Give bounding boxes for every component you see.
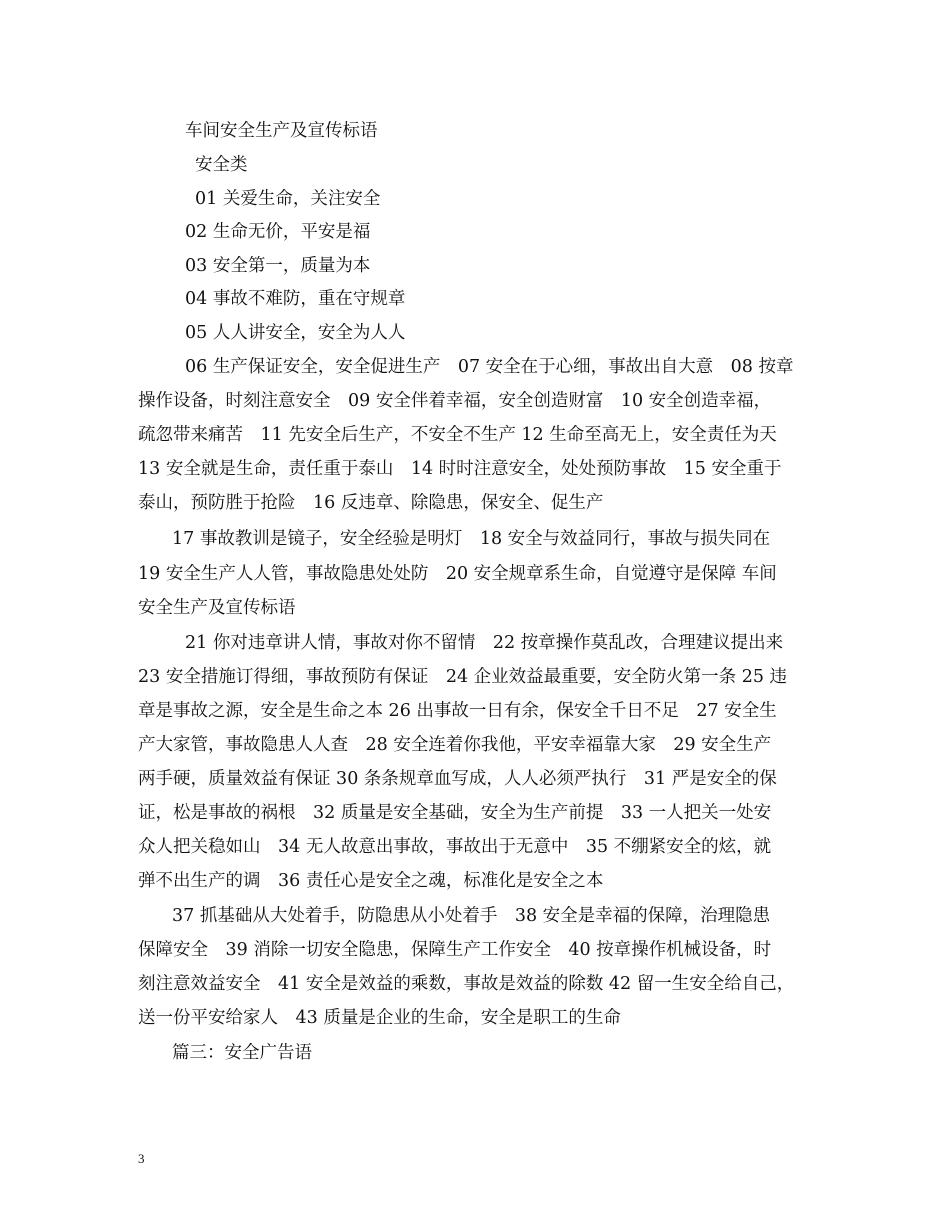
- text-line: 证，松是事故的祸根 32 质量是安全基础，安全为生产前提 33 一人把关一处安: [138, 803, 772, 823]
- text-line: 章是事故之源，安全是生命之本 26 出事故一日有余，保安全千日不足 27 安全生: [138, 701, 777, 721]
- text-line: 19 安全生产人人管，事故隐患处处防 20 安全规章系生命，自觉遵守是保障 车间: [138, 564, 777, 584]
- text-line: 04 事故不难防，重在守规章: [185, 289, 406, 309]
- text-line: 17 事故教训是镜子，安全经验是明灯 18 安全与效益同行，事故与损失同在: [172, 529, 771, 549]
- text-line: 13 安全就是生命，责任重于泰山 14 时时注意安全，处处预防事故 15 安全重于: [138, 459, 782, 479]
- section-category: 安全类: [195, 155, 248, 175]
- text-line: 03 安全第一，质量为本: [185, 256, 371, 276]
- text-line: 06 生产保证安全，安全促进生产 07 安全在于心细，事故出自大意 08 按章: [185, 357, 794, 377]
- text-line: 两手硬，质量效益有保证 30 条条规章血写成，人人必须严执行 31 严是安全的保: [138, 769, 777, 789]
- section-heading: 篇三：安全广告语: [172, 1043, 312, 1063]
- text-line: 疏忽带来痛苦 11 先安全后生产，不安全不生产 12 生命至高无上，安全责任为天: [138, 425, 777, 445]
- text-line: 01 关爱生命，关注安全: [195, 189, 381, 209]
- text-line: 安全生产及宣传标语: [138, 598, 296, 618]
- text-line: 02 生命无价，平安是福: [185, 222, 371, 242]
- text-line: 21 你对违章讲人情，事故对你不留情 22 按章操作莫乱改，合理建议提出来: [185, 633, 784, 653]
- text-line: 保障安全 39 消除一切安全隐患，保障生产工作安全 40 按章操作机械设备，时: [138, 940, 772, 960]
- text-line: 05 人人讲安全，安全为人人: [185, 323, 406, 343]
- text-line: 产大家管，事故隐患人人查 28 安全连着你我他，平安幸福靠大家 29 安全生产: [138, 735, 772, 755]
- text-line: 泰山，预防胜于抢险 16 反违章、除隐患，保安全、促生产: [138, 493, 604, 513]
- text-line: 众人把关稳如山 34 无人故意出事故，事故出于无意中 35 不绷紧安全的炫，就: [138, 837, 772, 857]
- text-line: 刻注意效益安全 41 安全是效益的乘数，事故是效益的除数 42 留一生安全给自己，: [138, 974, 795, 994]
- text-line: 37 抓基础从大处着手，防隐患从小处着手 38 安全是幸福的保障，治理隐患: [172, 906, 771, 926]
- text-line: 弹不出生产的调 36 责任心是安全之魂，标准化是安全之本: [138, 871, 604, 891]
- text-line: 送一份平安给家人 43 质量是企业的生命，安全是职工的生命: [138, 1008, 621, 1028]
- page-number: 3: [138, 1151, 145, 1166]
- document-heading: 车间安全生产及宣传标语: [185, 121, 378, 141]
- text-line: 操作设备，时刻注意安全 09 安全伴着幸福，安全创造财富 10 安全创造幸福，: [138, 391, 772, 411]
- text-line: 23 安全措施订得细，事故预防有保证 24 企业效益最重要，安全防火第一条 25 违: [138, 667, 788, 687]
